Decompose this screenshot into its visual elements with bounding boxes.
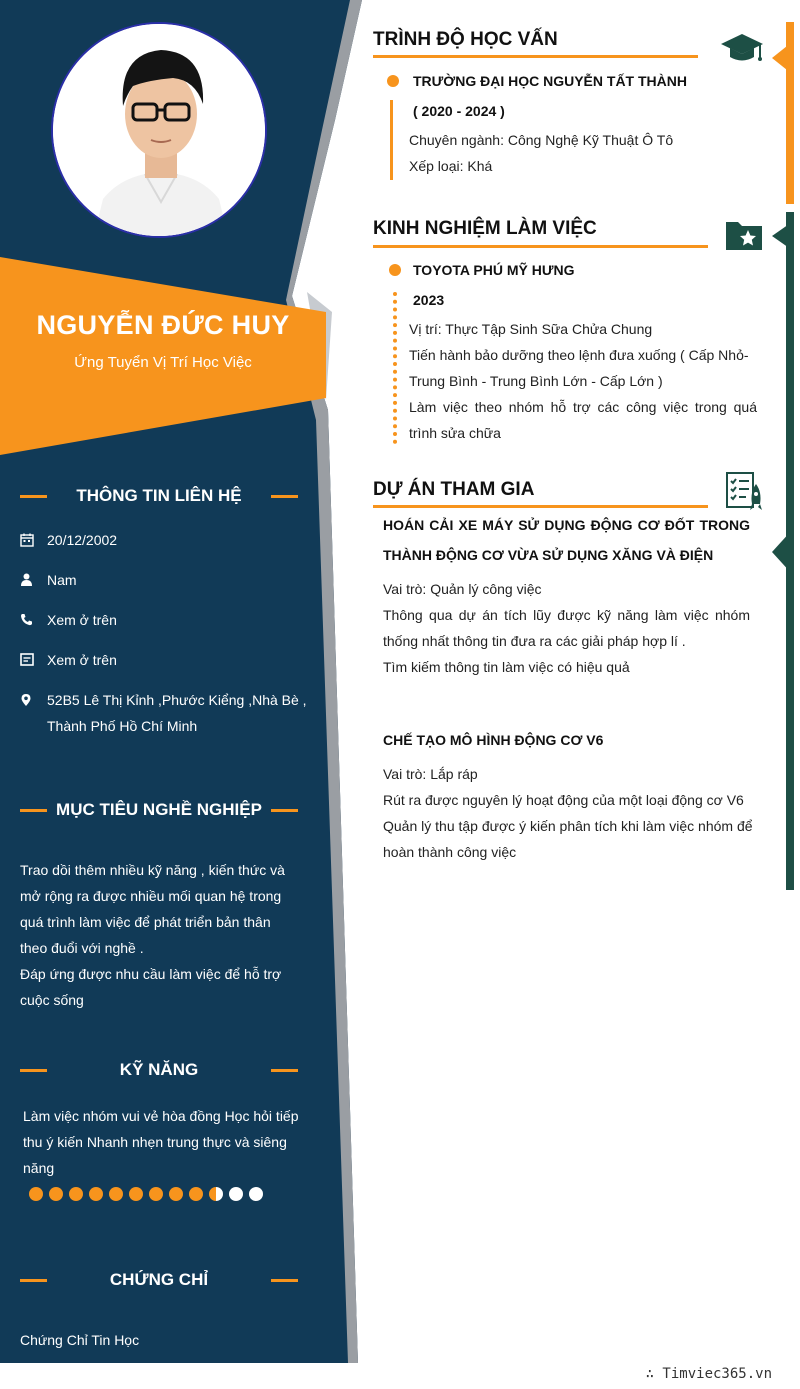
timeline-dotted-line [393,292,401,444]
location-pin-icon [20,687,47,739]
contact-section-header [20,483,298,509]
contact-email: Xem ở trên [47,652,117,668]
phone-icon [20,607,47,633]
experience-desc2-line1: Làm việc theo nhóm hỗ trợ các công việc trong quá [409,399,757,415]
project2-title: CHẾ TẠO MÔ HÌNH ĐỘNG CƠ V6 [383,732,604,748]
rating-dot [29,1187,43,1201]
contact-section-title: THÔNG TIN LIÊN HỆ [76,486,242,505]
project2-role: Vai trò: Lắp ráp [383,766,478,782]
header-bar-right [271,1069,298,1072]
contact-address-line1: 52B5 Lê Thị Kỉnh ,Phước Kiểng ,Nhà Bè , [47,692,307,708]
folder-star-icon [724,218,764,257]
objective-section-title: MỤC TIÊU NGHỀ NGHIỆP [56,800,262,819]
skills-line: thu ý kiến Nhanh nhẹn trung thực và siêng [23,1134,287,1150]
checklist-icon [724,470,766,517]
rating-dot [69,1187,83,1201]
brand-icon: ∴ [645,1366,663,1382]
calendar-icon [20,527,47,553]
education-grade: Xếp loại: Khá [409,158,493,174]
certificates-section-title: CHỨNG CHỈ [109,1270,209,1289]
header-bar-right [271,495,298,498]
header-bar-right [271,809,298,812]
experience-desc1-line1: Tiến hành bảo dưỡng theo lệnh đưa xuống ( Cấp Nhỏ- [409,347,749,363]
experience-desc2-line2: trình sửa chữa [409,425,501,441]
education-divider [373,55,698,58]
objective-line: theo đuổi với nghề . [20,940,144,956]
project2-desc-line2: Quản lý thu tập được ý kiến phân tích khi làm việc nhóm để [383,818,753,834]
rating-dot [109,1187,123,1201]
education-period: ( 2020 - 2024 ) [413,103,505,119]
avatar [51,22,267,238]
rating-dot [189,1187,203,1201]
skills-text [23,1103,301,1181]
project2-desc-line3: hoàn thành công việc [383,844,517,860]
experience-desc1-line2: Trung Bình - Trung Bình Lớn - Cấp Lớn ) [409,373,663,389]
footer-brand[interactable] [646,1366,772,1382]
header-bar-left [20,1069,47,1072]
rating-dot [149,1187,163,1201]
footer-brand-text: Timviec365.vn [662,1366,772,1382]
skill-rating [29,1187,263,1201]
email-icon [20,647,47,673]
project1-role: Vai trò: Quản lý công việc [383,581,542,597]
header-bar-right [271,1279,298,1282]
contact-gender: Nam [47,572,77,588]
rating-dot [209,1187,223,1201]
project1-desc-line2: thống nhất thông tin đưa ra các giải pháp hợp lí . [383,633,686,649]
user-icon [20,567,47,593]
skills-section-header [20,1057,298,1083]
objective-text [20,857,298,1013]
experience-divider [373,245,708,248]
rating-dot [229,1187,243,1201]
contact-email-row [20,647,310,673]
right-edge-decoration [768,0,800,900]
education-school: TRƯỜNG ĐẠI HỌC NGUYỄN TẤT THÀNH [413,73,687,89]
project1-title-line2: THÀNH ĐỘNG CƠ VỪA SỬ DỤNG XĂNG VÀ ĐIỆN [383,547,714,563]
objective-line: cuộc sống [20,992,84,1008]
objective-line: quá trình làm việc để phát triển bản thân [20,914,271,930]
rating-dot [169,1187,183,1201]
experience-company: TOYOTA PHÚ MỸ HƯNG [413,262,575,278]
rating-dot [49,1187,63,1201]
experience-year: 2023 [413,292,445,308]
rating-dot [249,1187,263,1201]
projects-section-title: DỰ ÁN THAM GIA [373,479,535,500]
objective-section-header [20,797,298,823]
project2-desc-line1: Rút ra được nguyên lý hoạt động của một loại động cơ V6 [383,792,744,808]
project1-desc-line1: Thông qua dự án tích lũy được kỹ năng làm việc nhóm [383,607,750,623]
contact-birthday-row [20,527,310,553]
objective-line: mở rộng ra được nhiều mối quan hệ trong [20,888,282,904]
contact-phone: Xem ở trên [47,612,117,628]
candidate-name: NGUYỄN ĐỨC HUY [36,310,290,340]
contact-address-line2: Thành Phố Hồ Chí Minh [47,718,198,734]
education-major: Chuyên ngành: Công Nghệ Kỹ Thuật Ô Tô [409,132,674,148]
contact-gender-row [20,567,310,593]
timeline-dot [389,264,401,276]
project1-title-line1: HOÁN CẢI XE MÁY SỬ DỤNG ĐỘNG CƠ ĐỐT TRONG [383,517,750,533]
experience-section-title: KINH NGHIỆM LÀM VIỆC [373,218,597,239]
person-photo-icon [53,24,267,238]
contact-address-row [20,687,310,739]
header-bar-left [20,809,47,812]
timeline-line [390,100,393,180]
objective-line: Đáp ứng được nhu cầu làm việc để hỗ trợ [20,966,282,982]
graduation-cap-icon [720,30,764,71]
objective-line: Trao dồi thêm nhiều kỹ năng , kiến thức và [20,862,285,878]
timeline-dot [387,75,399,87]
contact-birthday: 20/12/2002 [47,532,118,548]
skills-section-title: KỸ NĂNG [119,1060,199,1079]
rating-dot [129,1187,143,1201]
skills-line: năng [23,1160,55,1176]
projects-divider [373,505,708,508]
contact-phone-row [20,607,310,633]
candidate-position: Ứng Tuyển Vị Trí Học Việc [74,354,252,371]
certificates-section-header [20,1267,298,1293]
experience-role: Vị trí: Thực Tập Sinh Sữa Chửa Chung [409,321,653,337]
rating-dot [89,1187,103,1201]
header-bar-left [20,1279,47,1282]
skills-line: Làm việc nhóm vui vẻ hòa đồng Học hỏi tiếp [23,1108,299,1124]
certificate-item: Chứng Chỉ Tin Học [20,1332,140,1348]
project1-desc-line3: Tìm kiếm thông tin làm việc có hiệu quả [383,659,630,675]
header-bar-left [20,495,47,498]
education-section-title: TRÌNH ĐỘ HỌC VẤN [373,29,558,50]
